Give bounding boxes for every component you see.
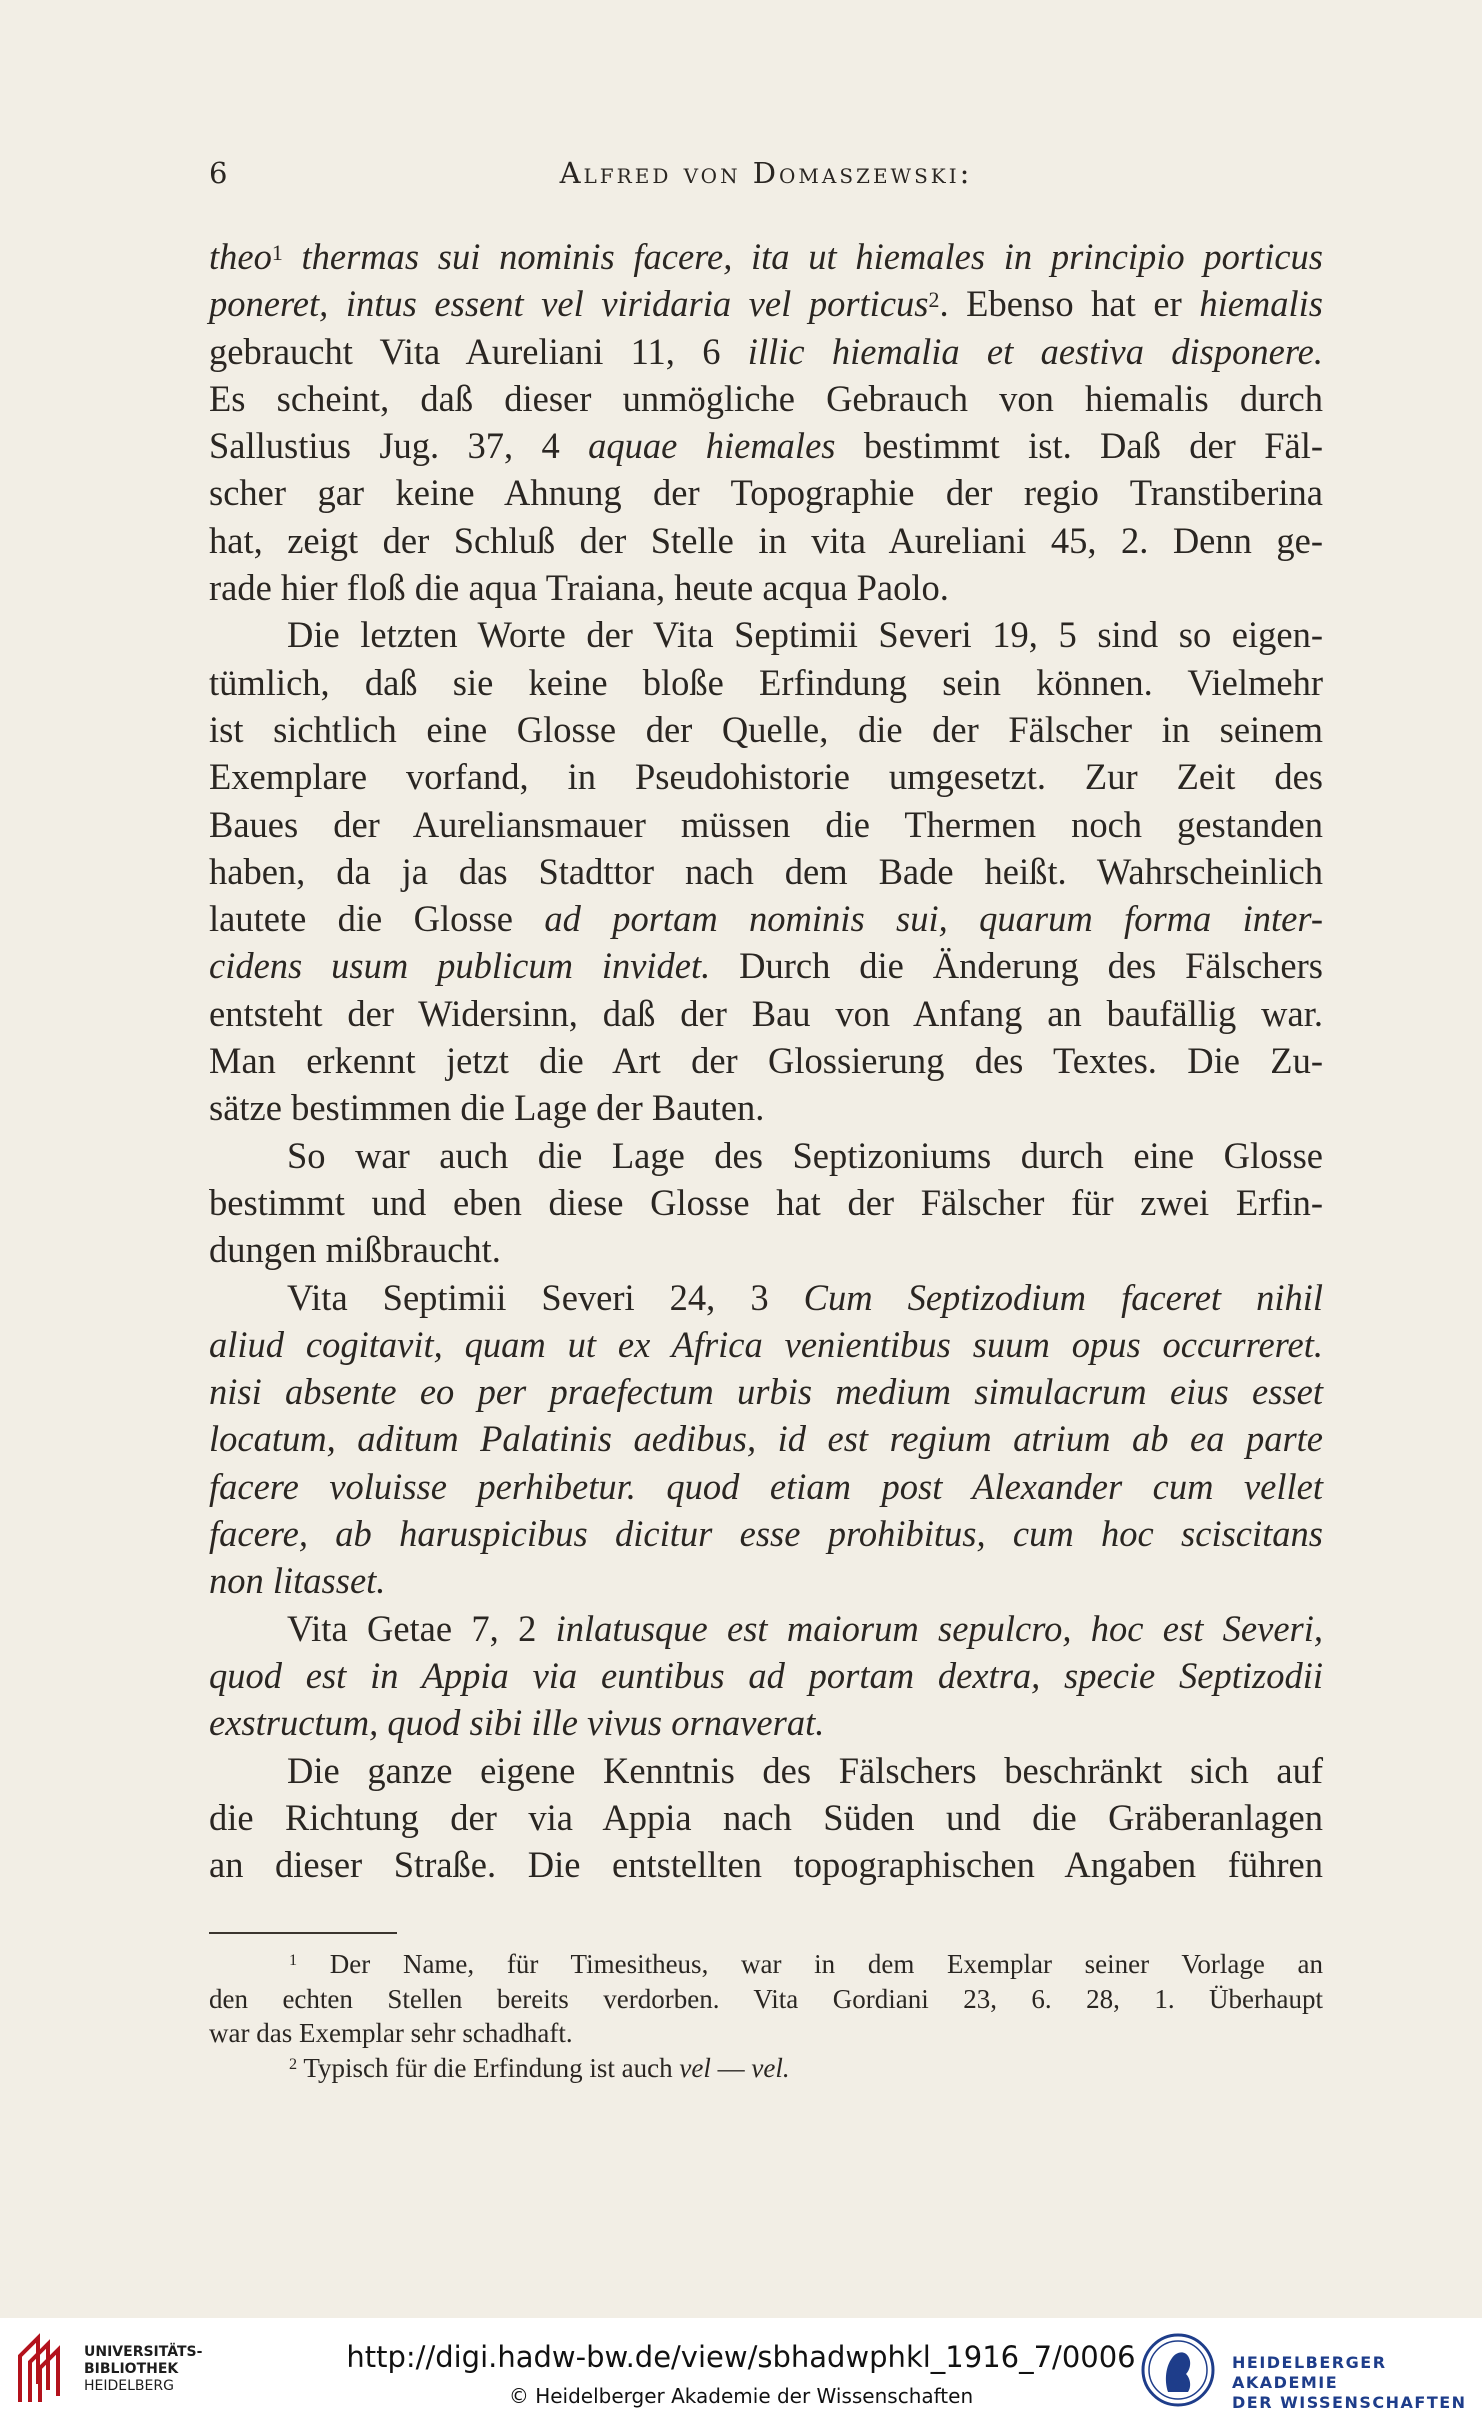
footnote-rule bbox=[209, 1932, 397, 1934]
text-line: Vita Septimii Severi 24, 3 Cum Septizodium faceret nihil bbox=[287, 1276, 1324, 1318]
text-line: tümlich, daß sie keine bloße Erfindung sein können. Vielmehr bbox=[209, 661, 1323, 703]
text-line: hat, zeigt der Schluß der Stelle in vita Aureliani 45, 2. Denn ge- bbox=[209, 519, 1323, 561]
academy-seal-icon bbox=[1140, 2330, 1216, 2410]
text-line: facere voluisse perhibetur. quod etiam post Alexander cum vellet bbox=[209, 1465, 1323, 1507]
footnote-line: $^2$ Typisch für die Erfindung ist auch vel — vel. bbox=[289, 2052, 790, 2083]
footnote-line: war das Exemplar sehr schadhaft. bbox=[209, 2018, 573, 2048]
text-line: ist sichtlich eine Glosse der Quelle, die der Fälscher in seinem bbox=[209, 708, 1323, 750]
viewer-footer bbox=[0, 2318, 1482, 2422]
text-line: rade hier floß die aqua Traiana, heute acqua Paolo. bbox=[209, 567, 949, 609]
text-line: Vita Getae 7, 2 inlatusque est maiorum sepulcro, hoc est Severi, bbox=[287, 1607, 1323, 1649]
text-line: bestimmt und eben diese Glosse hat der Fälscher für zwei Erfin- bbox=[209, 1181, 1323, 1223]
text-line: Man erkennt jetzt die Art der Glossierung des Textes. Die Zu- bbox=[209, 1040, 1323, 1082]
university-library-name: UNIVERSITÄTS- BIBLIOTHEK HEIDELBERG bbox=[84, 2344, 203, 2394]
text-line: die Richtung der via Appia nach Süden und die Gräberanlagen bbox=[209, 1796, 1323, 1838]
text-line: quod est in Appia via euntibus ad portam dextra, specie Septizodii bbox=[209, 1654, 1323, 1696]
academy-name: HEIDELBERGER AKADEMIE DER WISSENSCHAFTEN bbox=[1232, 2353, 1467, 2412]
body-text bbox=[209, 233, 1323, 1888]
running-title: Alfred von Domaszewski: bbox=[559, 156, 973, 190]
text-line: an dieser Straße. Die entstellten topographischen Angaben führen bbox=[209, 1844, 1323, 1886]
paragraph-3 bbox=[209, 1132, 1323, 1274]
text-line: exstructum, quod sibi ille vivus ornaverat. bbox=[209, 1702, 825, 1744]
paragraph-5 bbox=[209, 1605, 1323, 1747]
copyright-notice: © Heidelberger Akademie der Wissenschaften bbox=[508, 2384, 974, 2408]
text-line: Die ganze eigene Kenntnis des Fälschers beschränkt sich auf bbox=[287, 1749, 1323, 1791]
paragraph-1 bbox=[209, 233, 1323, 611]
text-line: nisi absente eo per praefectum urbis medium simulacrum eius esset bbox=[209, 1371, 1323, 1413]
text-line: aliud cogitavit, quam ut ex Africa venientibus suum opus occurreret. bbox=[209, 1323, 1323, 1365]
text-line: locatum, aditum Palatinis aedibus, id est regium atrium ab ea parte bbox=[209, 1418, 1323, 1460]
text-line: lautete die Glosse ad portam nominis sui, quarum forma inter- bbox=[209, 898, 1323, 940]
text-line: So war auch die Lage des Septizoniums durch eine Glosse bbox=[287, 1134, 1323, 1176]
text-line: Baues der Aureliansmauer müssen die Thermen noch gestanden bbox=[209, 803, 1323, 845]
text-line: facere, ab haruspicibus dicitur esse prohibitus, cum hoc sciscitans bbox=[209, 1513, 1323, 1555]
text-line: entsteht der Widersinn, daß der Bau von Anfang an baufällig war. bbox=[209, 992, 1323, 1034]
text-line: gebraucht Vita Aureliani 11, 6 illic hiemalia et aestiva disponere. bbox=[209, 330, 1323, 372]
text-line: non litasset. bbox=[209, 1560, 386, 1602]
footnote-line: den echten Stellen bereits verdorben. Vita Gordiani 23, 6. 28, 1. Überhaupt bbox=[209, 1983, 1323, 2014]
text-line: scher gar keine Ahnung der Topographie der regio Transtiberina bbox=[209, 472, 1323, 514]
paragraph-6 bbox=[209, 1747, 1323, 1889]
footnotes bbox=[209, 1947, 1323, 2085]
page-number: 6 bbox=[209, 156, 229, 190]
running-header bbox=[209, 156, 1323, 200]
text-line: sätze bestimmen die Lage der Bauten. bbox=[209, 1087, 765, 1129]
text-line: Die letzten Worte der Vita Septimii Severi 19, 5 sind so eigen- bbox=[287, 614, 1323, 656]
footnote-line: $^1$ Der Name, für Timesitheus, war in dem Exemplar seiner Vorlage an bbox=[289, 1949, 1323, 1979]
paragraph-2 bbox=[209, 611, 1323, 1131]
text-line: haben, da ja das Stadttor nach dem Bade heißt. Wahrscheinlich bbox=[209, 850, 1323, 892]
text-line: Es scheint, daß dieser unmögliche Gebrauch von hiemalis durch bbox=[209, 377, 1323, 419]
text-line: poneret, intus essent vel viridaria vel porticus$^2$. Ebenso hat er hiemalis bbox=[209, 283, 1323, 325]
permalink-url[interactable]: http://digi.hadw-bw.de/view/sbhadwphkl_1916_7/0006 bbox=[346, 2340, 1136, 2374]
text-line: cidens usum publicum invidet. Durch die Änderung des Fälschers bbox=[209, 945, 1323, 987]
text-line: Exemplare vorfand, in Pseudohistorie umgesetzt. Zur Zeit des bbox=[209, 756, 1323, 798]
text-line: Sallustius Jug. 37, 4 aquae hiemales bestimmt ist. Daß der Fäl- bbox=[209, 425, 1324, 467]
text-line: dungen mißbraucht. bbox=[209, 1229, 501, 1271]
text-line: theo$^1$ thermas sui nominis facere, ita ut hiemales in principio porticus bbox=[209, 236, 1324, 277]
paragraph-4 bbox=[209, 1274, 1323, 1605]
